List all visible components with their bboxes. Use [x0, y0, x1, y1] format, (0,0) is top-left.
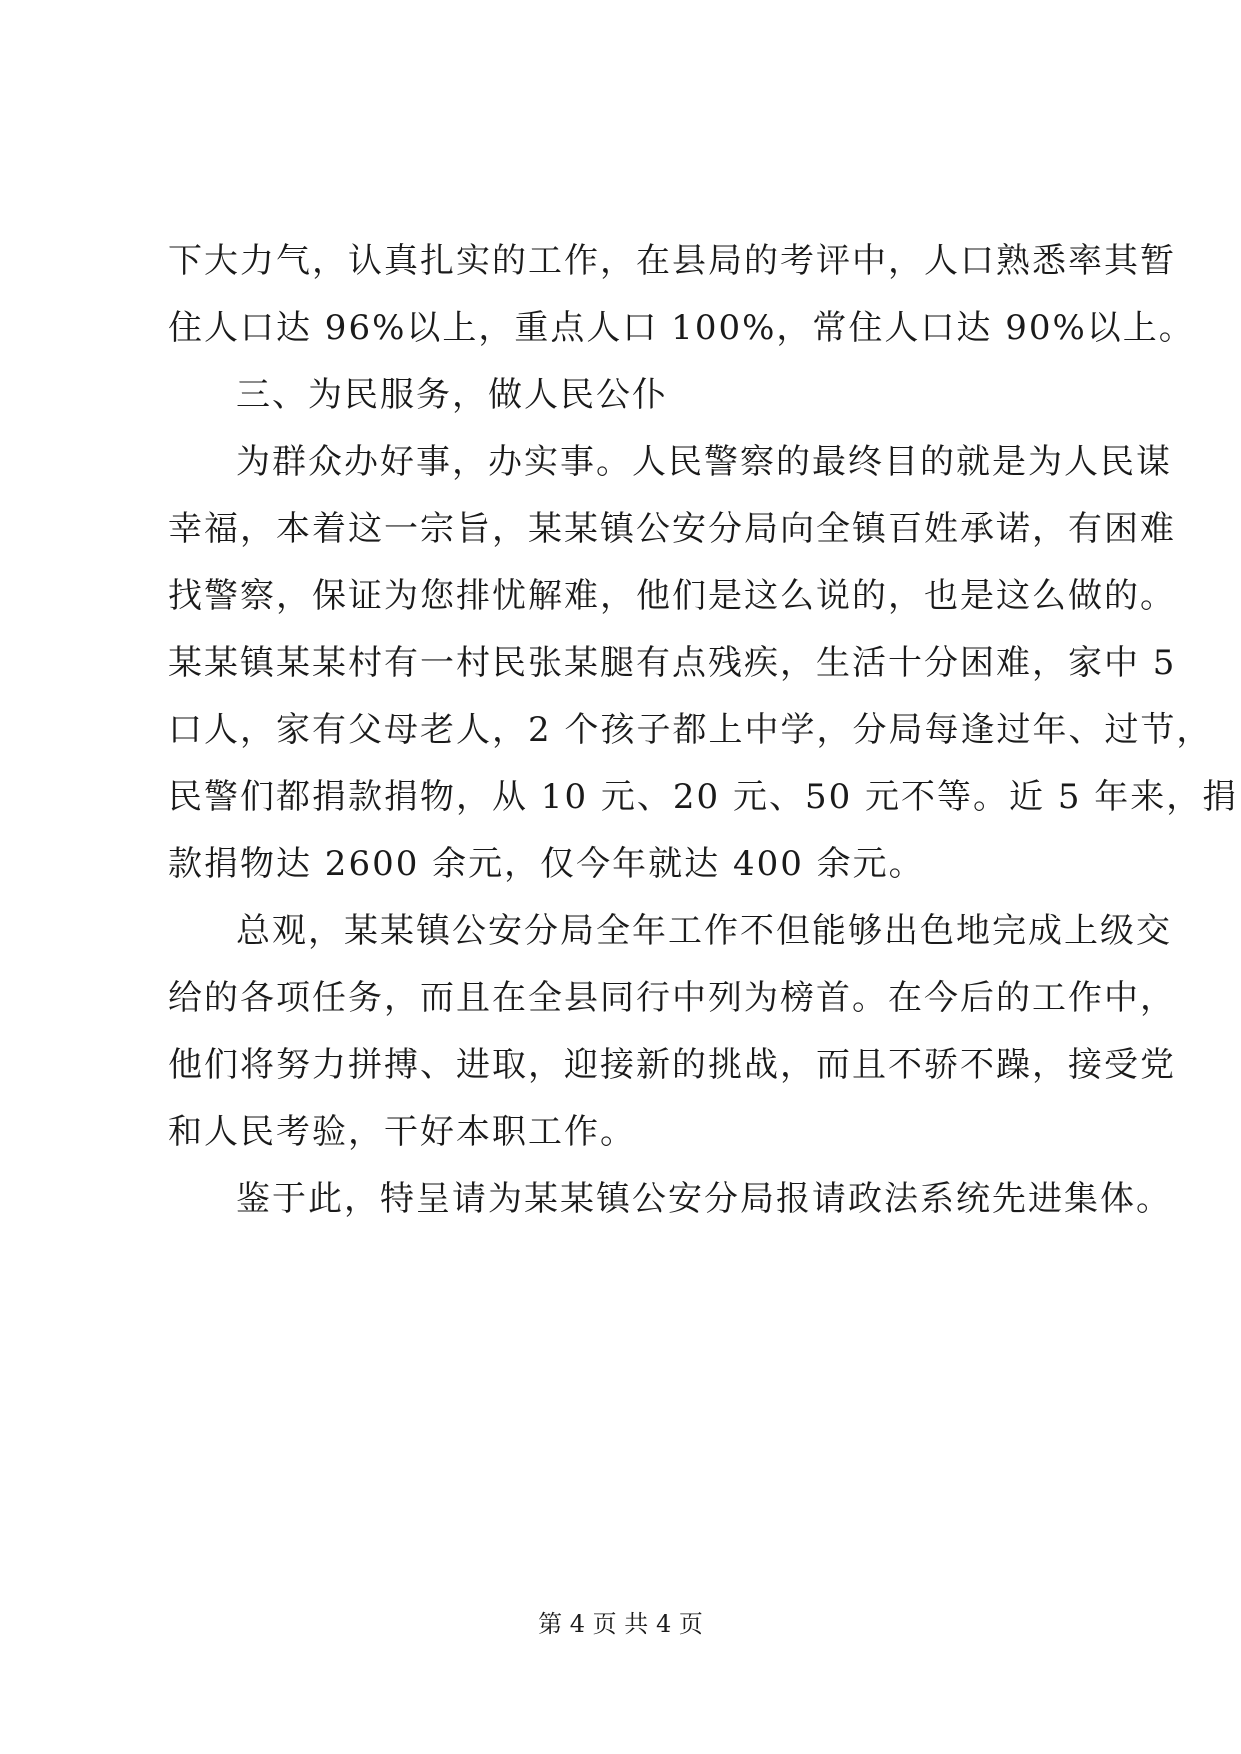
text-line: 住人口达 96%以上，重点人口 100%，常住人口达 90%以上。: [168, 308, 1195, 348]
paragraph-service: [168, 429, 1239, 898]
text-line: 某某镇某某村有一村民张某腿有点残疾，生活十分困难，家中 5: [168, 643, 1177, 683]
paragraph-continuation: [168, 228, 1195, 362]
text-line: 他们将努力拼搏、进取，迎接新的挑战，而且不骄不躁，接受党: [168, 1045, 1176, 1085]
text-line: 找警察，保证为您排忧解难，他们是这么说的，也是这么做的。: [168, 576, 1176, 616]
page-number-footer: 第 4 页 共 4 页: [538, 1610, 703, 1638]
paragraph-summary: [168, 898, 1176, 1166]
text-line: 幸福，本着这一宗旨，某某镇公安分局向全镇百姓承诺，有困难: [168, 509, 1176, 549]
text-line: 总观，某某镇公安分局全年工作不但能够出色地完成上级交: [236, 911, 1172, 951]
text-line: 鉴于此，特呈请为某某镇公安分局报请政法系统先进集体。: [236, 1179, 1172, 1219]
text-line: 和人民考验，干好本职工作。: [168, 1112, 636, 1152]
text-line: 民警们都捐款捐物，从 10 元、20 元、50 元不等。近 5 年来，捐: [168, 777, 1239, 817]
text-line: 下大力气，认真扎实的工作，在县局的考评中，人口熟悉率其暂: [168, 241, 1176, 281]
text-line: 给的各项任务，而且在全县同行中列为榜首。在今后的工作中，: [168, 978, 1176, 1018]
text-line: 口人，家有父母老人，2 个孩子都上中学，分局每逢过年、过节，: [168, 710, 1213, 750]
text-line: 款捐物达 2600 余元，仅今年就达 400 余元。: [168, 844, 925, 884]
paragraph-conclusion: [168, 1166, 1172, 1233]
text-line: 为群众办好事，办实事。人民警察的最终目的就是为人民谋: [236, 442, 1172, 482]
document-body: [168, 228, 1239, 1233]
section-heading: 三、为民服务，做人民公仆: [236, 375, 668, 415]
